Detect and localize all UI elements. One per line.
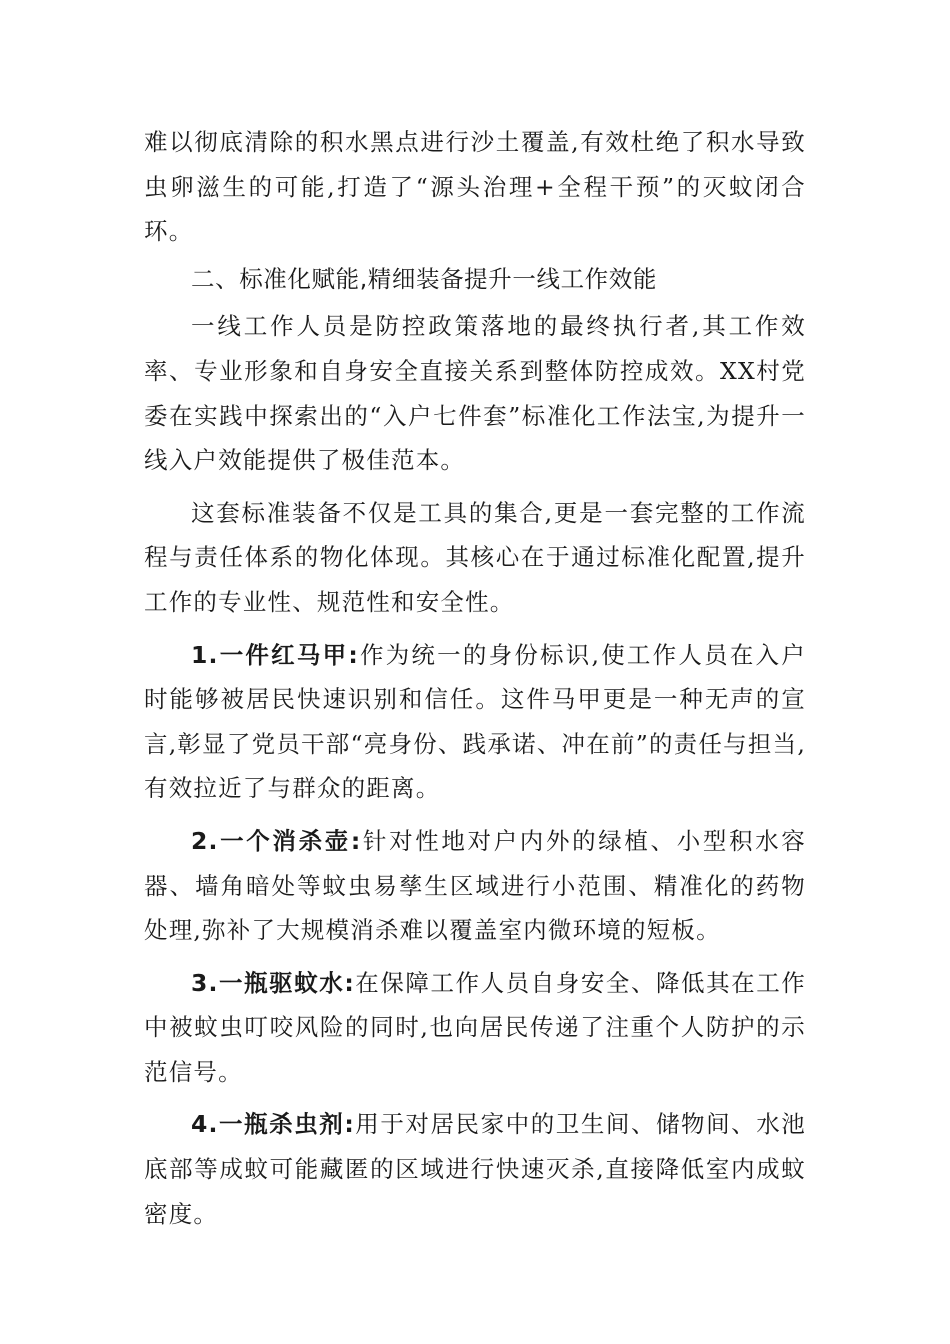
list-item-lead: 1.一件红马甲: bbox=[191, 640, 359, 669]
list-item bbox=[144, 633, 806, 811]
paragraph-intro: 一线工作人员是防控政策落地的最终执行者,其工作效率、专业形象和自身安全直接关系到整体防控成效。XX村党委在实践中探索出的“入户七件套”标准化工作法宝,为提升一线入户效能提供了极佳范本。 bbox=[144, 312, 806, 475]
spacer bbox=[144, 953, 806, 961]
list-item-text: 作为统一的身份标识,使工作人员在入户时能够被居民快速识别和信任。这件马甲更是一种无声的宣言,彰显了党员干部“亮身份、践承诺、冲在前”的责任与担当,有效拉近了与群众的距离。 bbox=[144, 640, 806, 803]
spacer bbox=[144, 483, 806, 491]
spacer bbox=[144, 625, 806, 633]
list-item-text: 用于对居民家中的卫生间、储物间、水池底部等成蚊可能藏匿的区域进行快速灭杀,直接降低室内成蚊密度。 bbox=[144, 1110, 806, 1228]
list-item-text: 在保障工作人员自身安全、降低其在工作中被蚊虫叮咬风险的同时,也向居民传递了注重个人防护的示范信号。 bbox=[144, 968, 806, 1086]
spacer bbox=[144, 811, 806, 819]
paragraph-core: 这套标准装备不仅是工具的集合,更是一套完整的工作流程与责任体系的物化体现。其核心在于通过标准化配置,提升工作的专业性、规范性和安全性。 bbox=[144, 498, 806, 616]
list-item-lead: 2.一个消杀壶: bbox=[191, 826, 362, 855]
spacer bbox=[144, 1094, 806, 1102]
list-item bbox=[144, 1102, 806, 1236]
section-heading: 二、标准化赋能,精细装备提升一线工作效能 bbox=[191, 264, 657, 293]
list-item bbox=[144, 819, 806, 953]
list-item-lead: 3.一瓶驱蚊水: bbox=[191, 968, 355, 997]
list-item-lead: 4.一瓶杀虫剂: bbox=[191, 1110, 355, 1139]
document-page bbox=[144, 120, 806, 1236]
list-item bbox=[144, 961, 806, 1095]
paragraph-continued: 难以彻底清除的积水黑点进行沙土覆盖,有效杜绝了积水导致虫卵滋生的可能,打造了“源头治理+全程干预”的灭蚊闭合环。 bbox=[144, 128, 806, 246]
list-item-text: 针对性地对户内外的绿植、小型积水容器、墙角暗处等蚊虫易孳生区域进行小范围、精准化的药物处理,弥补了大规模消杀难以覆盖室内微环境的短板。 bbox=[144, 826, 806, 945]
